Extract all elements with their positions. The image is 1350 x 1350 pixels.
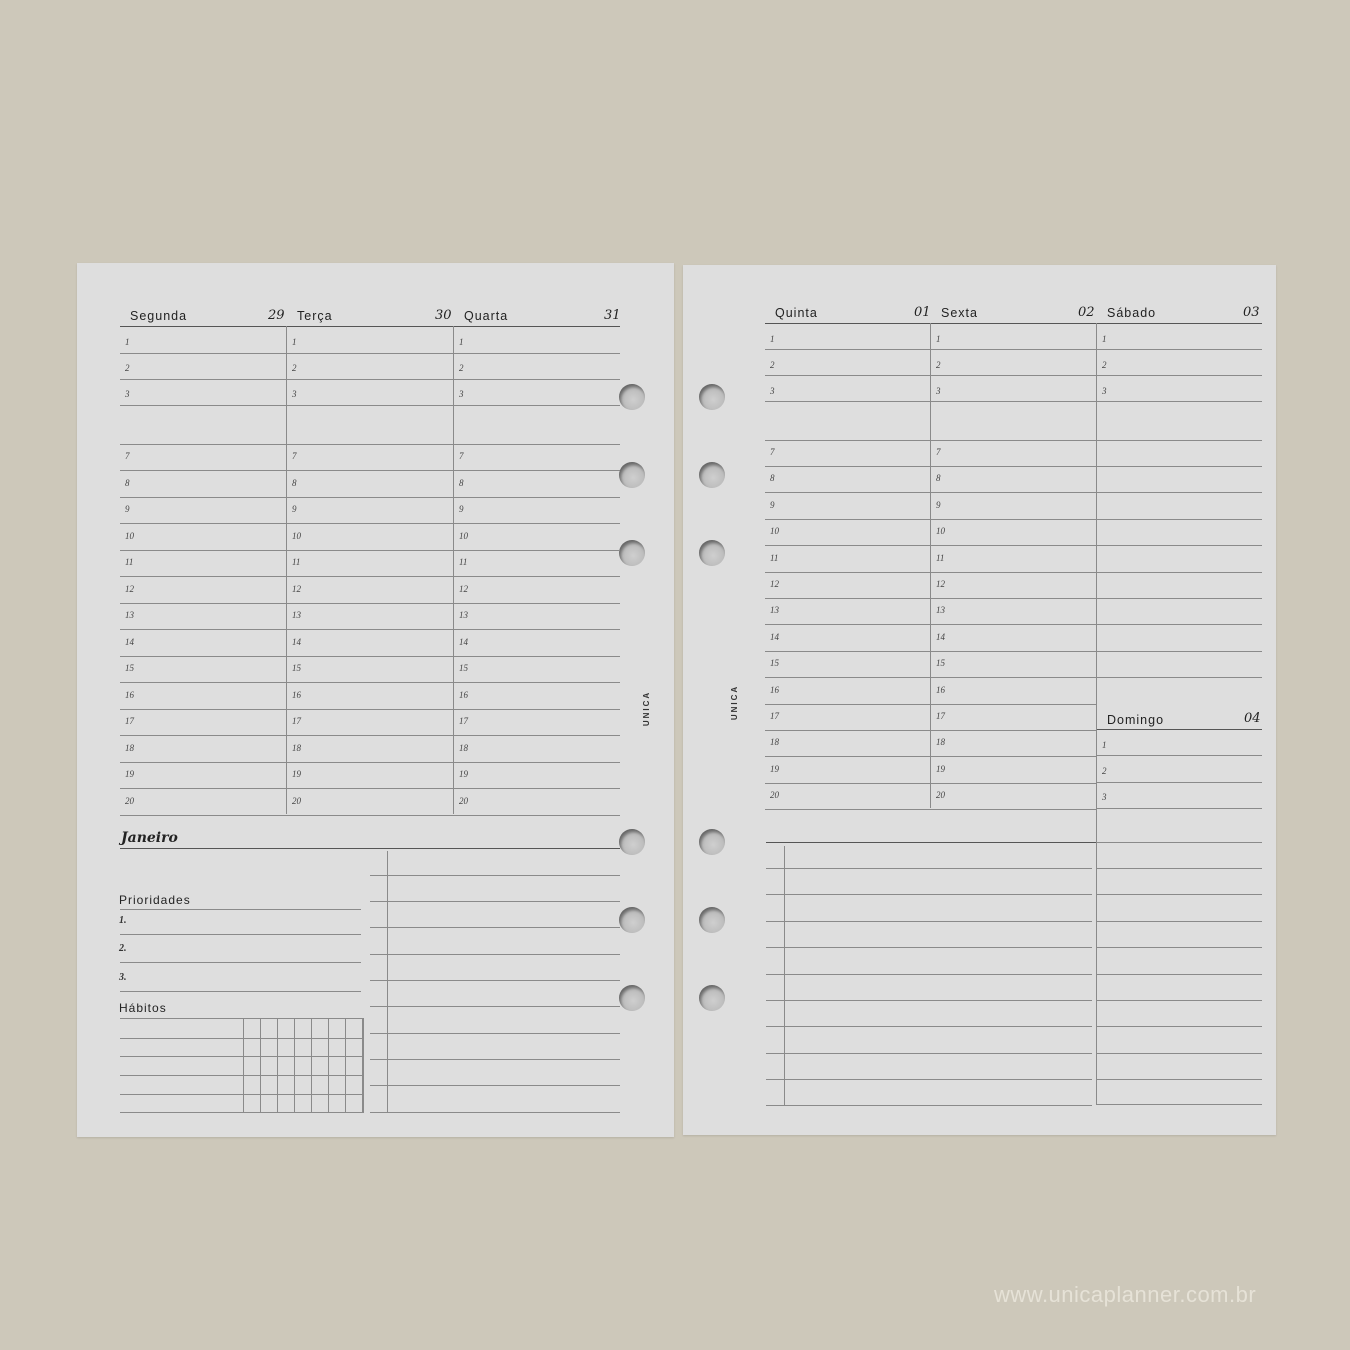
slot-number: 2 (125, 363, 130, 373)
binder-hole-right-5 (699, 907, 725, 933)
hour-number: 20 (770, 790, 779, 801)
ruled-line (120, 353, 620, 354)
day-number-domingo: 04 (1244, 711, 1261, 726)
notes-line (370, 875, 620, 876)
month-rule (120, 848, 620, 849)
slot-number: 2 (292, 363, 297, 373)
hour-number: 17 (292, 716, 301, 726)
hour-number: 20 (292, 795, 301, 806)
day-name-segunda: Segunda (130, 309, 188, 323)
ruled-line (120, 576, 620, 577)
habit-line (120, 1075, 363, 1076)
hour-number: 20 (459, 795, 468, 806)
binder-hole-right-6 (699, 985, 725, 1011)
binder-hole-right-1 (699, 384, 725, 410)
sunday-line (1097, 842, 1262, 843)
habit-grid-column (260, 1018, 261, 1113)
ruled-line (120, 762, 620, 763)
hour-number: 13 (936, 605, 945, 616)
hour-number: 18 (459, 742, 468, 753)
hour-number: 11 (292, 557, 301, 567)
hour-number: 10 (936, 526, 945, 537)
binder-hole-right-4 (699, 829, 725, 855)
day-name-terca: Terça (297, 309, 333, 323)
notes-line (766, 1079, 1092, 1080)
notes-line (370, 1059, 620, 1060)
slot-number: 1 (1102, 334, 1107, 344)
binder-hole-left-3 (619, 540, 645, 566)
hour-number: 11 (770, 552, 779, 563)
notes-line (766, 894, 1092, 895)
hour-number: 7 (292, 451, 297, 461)
slot-number: 3 (1102, 792, 1107, 802)
ruled-line (765, 783, 1097, 784)
binder-hole-left-4 (619, 829, 645, 855)
notes-line (766, 1105, 1092, 1106)
slot-number: 3 (125, 389, 130, 399)
ruled-line (120, 629, 620, 630)
slot-number: 3 (292, 389, 297, 399)
ruled-line (765, 492, 1262, 493)
hour-number: 18 (770, 737, 779, 748)
hour-number: 10 (292, 530, 301, 541)
hour-number: 14 (936, 631, 945, 642)
ruled-line (120, 656, 620, 657)
hour-number: 13 (292, 610, 301, 620)
hour-number: 13 (125, 610, 134, 620)
hour-number: 17 (936, 711, 945, 721)
notes-line (370, 1006, 620, 1007)
sunday-line (1097, 1079, 1262, 1080)
hour-number: 14 (292, 636, 301, 647)
sunday-line (1097, 921, 1262, 922)
slot-number: 2 (770, 360, 775, 370)
ruled-line (120, 709, 620, 710)
notes-line (370, 1033, 620, 1034)
priority-number-2: 2. (119, 943, 127, 954)
habit-line (120, 1094, 363, 1095)
habit-grid-column (294, 1018, 295, 1113)
ruled-line (765, 572, 1262, 573)
ruled-line (120, 444, 620, 445)
habit-grid-column (311, 1018, 312, 1113)
hour-number: 12 (936, 579, 945, 589)
hour-number: 8 (292, 477, 297, 488)
habit-grid-column (345, 1018, 346, 1113)
slot-number: 2 (936, 360, 941, 370)
hour-number: 16 (292, 689, 301, 700)
hour-number: 8 (125, 477, 130, 488)
day-name-domingo: Domingo (1107, 713, 1165, 727)
hour-number: 19 (125, 769, 134, 779)
notes-line (766, 1053, 1092, 1054)
notes-line (370, 954, 620, 955)
hour-number: 12 (292, 583, 301, 594)
slot-number: 1 (125, 337, 130, 347)
notes-line (766, 947, 1092, 948)
ruled-line (765, 809, 1097, 810)
hour-number: 19 (936, 763, 945, 774)
priorities-title: Prioridades (119, 893, 191, 907)
ruled-line (765, 677, 1262, 678)
notes-divider (387, 851, 388, 1113)
binder-hole-right-3 (699, 540, 725, 566)
ruled-line (765, 375, 1262, 376)
sunday-header-rule (1097, 729, 1262, 730)
hour-number: 10 (459, 530, 468, 541)
day-name-quarta: Quarta (464, 309, 509, 323)
hour-number: 20 (936, 790, 945, 801)
habits-title: Hábitos (119, 1001, 167, 1015)
ruled-line (120, 379, 620, 380)
day-number-terca: 30 (435, 308, 452, 323)
sunday-line (1097, 808, 1262, 809)
notes-line (766, 1026, 1092, 1027)
day-number-quarta: 31 (604, 308, 621, 323)
hour-number: 20 (125, 795, 134, 806)
hour-number: 15 (936, 658, 945, 669)
notes-line (766, 921, 1092, 922)
column-divider (930, 323, 931, 808)
hour-number: 7 (459, 451, 464, 461)
slot-number: 1 (292, 337, 297, 347)
sunday-line (1097, 947, 1262, 948)
habit-line (120, 1056, 363, 1057)
priority-number-3: 3. (119, 972, 127, 983)
hour-number: 9 (936, 499, 941, 510)
ruled-line (765, 624, 1262, 625)
ruled-line (120, 788, 620, 789)
ruled-line (765, 598, 1262, 599)
binder-hole-left-5 (619, 907, 645, 933)
hour-number: 16 (936, 684, 945, 695)
hour-number: 12 (459, 583, 468, 594)
hour-number: 11 (459, 557, 468, 567)
slot-number: 3 (770, 386, 775, 396)
brand-vertical-left: UNICA (642, 690, 652, 727)
ruled-line (765, 349, 1262, 350)
hour-number: 17 (125, 716, 134, 726)
priority-line (120, 909, 361, 910)
binder-hole-left-2 (619, 462, 645, 488)
ruled-line (120, 470, 620, 471)
day-number-segunda: 29 (268, 308, 285, 323)
ruled-line (120, 682, 620, 683)
notes-line (370, 901, 620, 902)
ruled-line (765, 519, 1262, 520)
hour-number: 14 (125, 636, 134, 647)
slot-number: 2 (1102, 766, 1107, 776)
priority-line (120, 934, 361, 935)
slot-number: 1 (1102, 740, 1107, 750)
hour-number: 18 (936, 737, 945, 748)
brand-vertical-right: UNICA (730, 684, 740, 721)
hour-number: 11 (125, 557, 134, 567)
slot-number: 3 (459, 389, 464, 399)
ruled-line (765, 704, 1097, 705)
notes-line (370, 1112, 620, 1113)
hour-number: 8 (770, 473, 775, 484)
slot-number: 3 (936, 386, 941, 396)
notes-top-rule (766, 842, 1096, 843)
habit-grid-column (328, 1018, 329, 1113)
day-name-sabado: Sábado (1107, 306, 1157, 320)
slot-number: 1 (770, 334, 775, 344)
day-number-sexta: 02 (1078, 305, 1095, 320)
habit-line (120, 1018, 363, 1019)
hour-number: 9 (125, 504, 130, 514)
ruled-line (120, 550, 620, 551)
sunday-line (1097, 782, 1262, 783)
hour-number: 8 (936, 473, 941, 484)
ruled-line (765, 545, 1262, 546)
notes-line (370, 1085, 620, 1086)
hour-number: 15 (459, 663, 468, 673)
ruled-line (765, 756, 1097, 757)
column-divider (1096, 323, 1097, 1105)
ruled-line (765, 651, 1262, 652)
hour-number: 16 (459, 689, 468, 700)
sunday-line (1097, 1104, 1262, 1105)
hour-number: 19 (770, 763, 779, 774)
sunday-line (1097, 1026, 1262, 1027)
column-divider (453, 326, 454, 814)
hour-number: 12 (125, 583, 134, 594)
hour-number: 17 (770, 711, 779, 721)
hour-number: 10 (770, 526, 779, 537)
hour-number: 9 (770, 499, 775, 510)
hour-number: 12 (770, 579, 779, 589)
website-watermark: www.unicaplanner.com.br (994, 1282, 1257, 1307)
ruled-line (765, 401, 1262, 402)
ruled-line (120, 523, 620, 524)
sunday-line (1097, 974, 1262, 975)
hour-number: 14 (770, 631, 779, 642)
slot-number: 1 (936, 334, 941, 344)
hour-number: 18 (292, 742, 301, 753)
notes-line (370, 927, 620, 928)
day-name-quinta: Quinta (775, 306, 818, 320)
habit-grid-column (243, 1018, 244, 1113)
hour-number: 15 (125, 663, 134, 673)
hour-number: 18 (125, 742, 134, 753)
hour-number: 13 (459, 610, 468, 620)
sunday-line (1097, 894, 1262, 895)
binder-hole-left-6 (619, 985, 645, 1011)
hour-number: 15 (770, 658, 779, 669)
ruled-line (120, 735, 620, 736)
slot-number: 3 (1102, 386, 1107, 396)
ruled-line (120, 497, 620, 498)
sunday-line (1097, 1053, 1262, 1054)
ruled-line (765, 466, 1262, 467)
habit-grid-column (277, 1018, 278, 1113)
habit-grid-column (363, 1018, 364, 1113)
priority-line (120, 962, 361, 963)
slot-number: 1 (459, 337, 464, 347)
hour-number: 13 (770, 605, 779, 616)
hour-number: 16 (125, 689, 134, 700)
ruled-line (120, 815, 620, 816)
habit-line (120, 1038, 363, 1039)
notes-line (370, 980, 620, 981)
ruled-line (765, 730, 1097, 731)
hour-number: 7 (936, 447, 941, 457)
notes-line (766, 974, 1092, 975)
hour-number: 7 (125, 451, 130, 461)
hour-number: 8 (459, 477, 464, 488)
hour-number: 17 (459, 716, 468, 726)
notes-margin (784, 846, 785, 1105)
hour-number: 19 (292, 769, 301, 779)
hour-number: 14 (459, 636, 468, 647)
hour-number: 16 (770, 684, 779, 695)
hour-number: 15 (292, 663, 301, 673)
binder-hole-right-2 (699, 462, 725, 488)
month-title: Janeiro (121, 830, 178, 846)
column-divider (286, 326, 287, 814)
hour-number: 9 (292, 504, 297, 514)
day-name-sexta: Sexta (941, 306, 978, 320)
notes-line (766, 1000, 1092, 1001)
hour-number: 11 (936, 552, 945, 563)
habit-line (120, 1112, 363, 1113)
hour-number: 10 (125, 530, 134, 541)
ruled-line (120, 603, 620, 604)
day-number-quinta: 01 (914, 305, 931, 320)
slot-number: 2 (459, 363, 464, 373)
notes-line (766, 868, 1092, 869)
day-number-sabado: 03 (1243, 305, 1260, 320)
hour-number: 7 (770, 447, 775, 457)
hour-number: 19 (459, 769, 468, 779)
binder-hole-left-1 (619, 384, 645, 410)
sunday-line (1097, 755, 1262, 756)
ruled-line (120, 405, 620, 406)
priority-line (120, 991, 361, 992)
ruled-line (765, 440, 1262, 441)
sunday-line (1097, 1000, 1262, 1001)
header-rule (120, 326, 620, 327)
slot-number: 2 (1102, 360, 1107, 370)
sunday-line (1097, 868, 1262, 869)
priority-number-1: 1. (119, 915, 127, 926)
hour-number: 9 (459, 504, 464, 514)
header-rule (765, 323, 1262, 324)
